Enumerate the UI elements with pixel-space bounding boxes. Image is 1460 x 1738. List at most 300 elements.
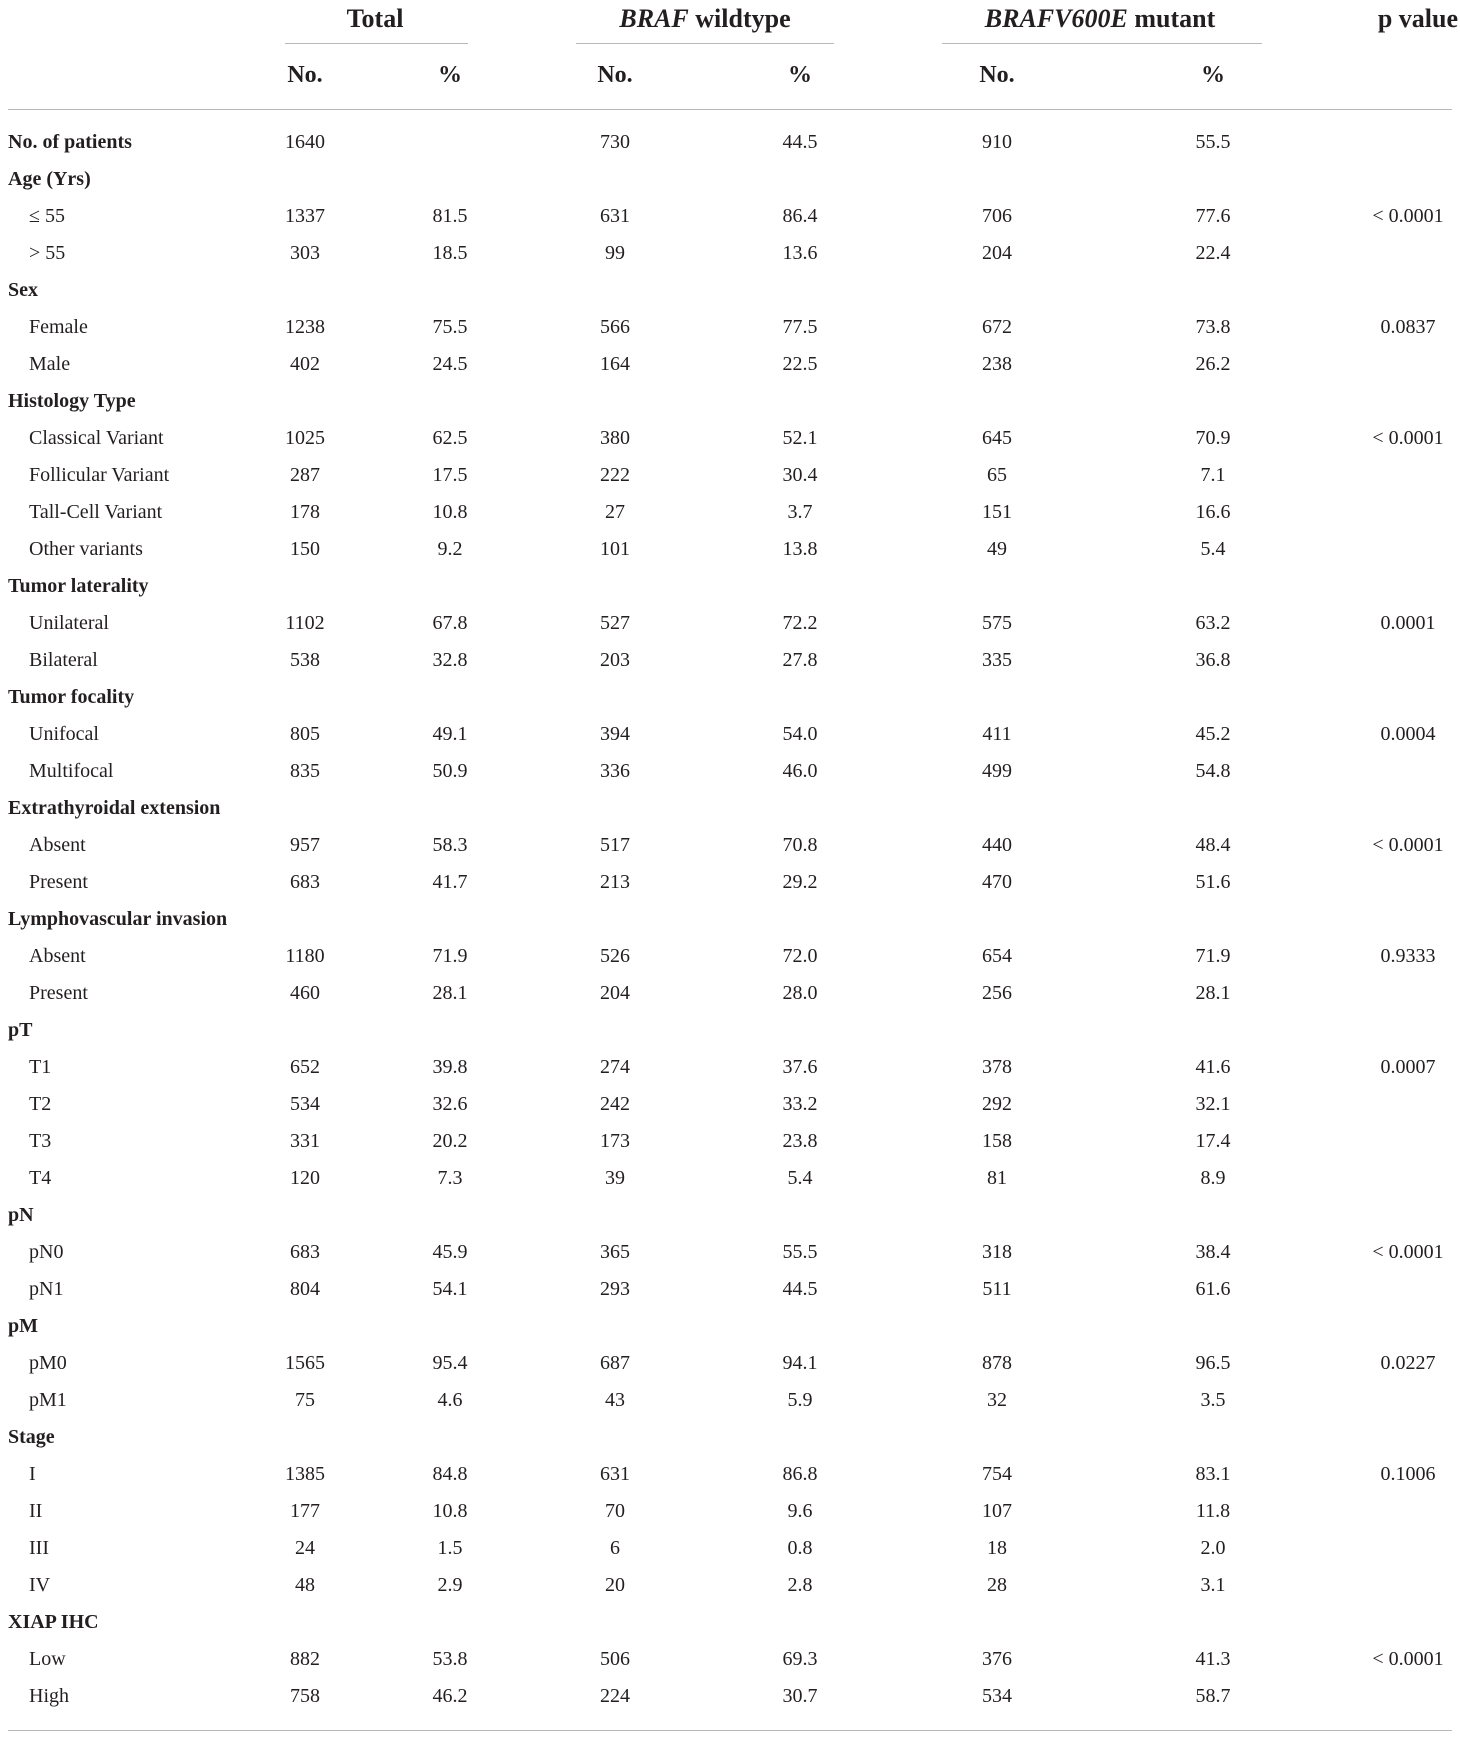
cell-total-pct: 32.8	[432, 649, 468, 671]
category-label: Sex	[8, 279, 38, 301]
row-label: Bilateral	[29, 649, 98, 671]
cell-total-pct: 50.9	[432, 760, 468, 782]
cell-total-no: 1238	[285, 316, 325, 338]
table-row	[0, 605, 1460, 642]
table-row	[0, 198, 1460, 235]
cell-wildtype-pct: 72.0	[782, 945, 818, 967]
cell-p-value: < 0.0001	[1372, 427, 1444, 449]
group-header-braf-wildtype	[575, 2, 835, 36]
cell-mutant-pct: 73.8	[1195, 316, 1231, 338]
row-label: II	[29, 1500, 43, 1522]
cell-total-pct: 53.8	[432, 1648, 468, 1670]
cell-wildtype-no: 526	[600, 945, 630, 967]
table-row	[0, 494, 1460, 531]
cell-wildtype-pct: 37.6	[782, 1056, 818, 1078]
cell-wildtype-no: 517	[600, 834, 630, 856]
row-label: III	[29, 1537, 49, 1559]
cell-total-pct: 54.1	[432, 1278, 468, 1300]
cell-mutant-pct: 51.6	[1195, 871, 1231, 893]
cell-total-no: 1337	[285, 205, 325, 227]
cell-total-no: 178	[290, 501, 320, 523]
cell-mutant-pct: 45.2	[1195, 723, 1231, 745]
cell-total-no: 48	[295, 1574, 315, 1596]
cell-mutant-pct: 41.6	[1195, 1056, 1231, 1078]
category-label: pT	[8, 1019, 33, 1041]
table-row-category	[0, 272, 1460, 309]
cell-wildtype-no: 631	[600, 1463, 630, 1485]
table-row-category	[0, 383, 1460, 420]
row-label: pM1	[29, 1389, 67, 1411]
cell-total-pct: 84.8	[432, 1463, 468, 1485]
cell-mutant-no: 292	[982, 1093, 1012, 1115]
cell-total-no: 177	[290, 1500, 320, 1522]
cell-wildtype-no: 527	[600, 612, 630, 634]
cell-mutant-no: 654	[982, 945, 1012, 967]
cell-total-pct: 17.5	[432, 464, 468, 486]
cell-mutant-no: 335	[982, 649, 1012, 671]
table-row	[0, 1641, 1460, 1678]
cell-total-pct: 1.5	[437, 1537, 463, 1559]
cell-mutant-pct: 5.4	[1200, 538, 1226, 560]
table-row	[0, 1456, 1460, 1493]
row-label: Tall-Cell Variant	[29, 501, 163, 523]
cell-total-pct: 39.8	[432, 1056, 468, 1078]
cell-wildtype-pct: 44.5	[782, 131, 818, 153]
category-label: Tumor laterality	[8, 575, 149, 597]
table-row	[0, 420, 1460, 457]
cell-total-pct: 20.2	[432, 1130, 468, 1152]
cell-wildtype-pct: 77.5	[782, 316, 818, 338]
table-row	[0, 1271, 1460, 1308]
cell-wildtype-no: 213	[600, 871, 630, 893]
table-row-category	[0, 161, 1460, 198]
cell-wildtype-pct: 28.0	[782, 982, 818, 1004]
subheader-wildtype-pct: %	[788, 62, 812, 88]
table-row	[0, 975, 1460, 1012]
cell-mutant-no: 575	[982, 612, 1012, 634]
cell-mutant-no: 499	[982, 760, 1012, 782]
cell-mutant-pct: 77.6	[1195, 205, 1231, 227]
row-label: Classical Variant	[29, 427, 164, 449]
cell-wildtype-pct: 13.8	[782, 538, 818, 560]
cell-total-no: 1565	[285, 1352, 325, 1374]
row-label: ≤ 55	[29, 205, 65, 227]
row-label: pN1	[29, 1278, 64, 1300]
table-row-category	[0, 901, 1460, 938]
cell-mutant-pct: 83.1	[1195, 1463, 1231, 1485]
cell-mutant-pct: 3.5	[1200, 1389, 1226, 1411]
cell-mutant-pct: 71.9	[1195, 945, 1231, 967]
cell-wildtype-no: 70	[605, 1500, 625, 1522]
row-label: T1	[29, 1056, 52, 1078]
cell-total-no: 1640	[285, 131, 325, 153]
cell-mutant-no: 378	[982, 1056, 1012, 1078]
category-label: XIAP IHC	[8, 1611, 99, 1633]
table-row	[0, 1678, 1460, 1715]
cell-wildtype-no: 6	[610, 1537, 620, 1559]
cell-wildtype-pct: 13.6	[782, 242, 818, 264]
cell-wildtype-pct: 22.5	[782, 353, 818, 375]
cell-wildtype-pct: 5.4	[787, 1167, 813, 1189]
cell-total-pct: 67.8	[432, 612, 468, 634]
cell-total-no: 804	[290, 1278, 320, 1300]
cell-mutant-pct: 48.4	[1195, 834, 1231, 856]
table-row	[0, 864, 1460, 901]
cell-wildtype-no: 380	[600, 427, 630, 449]
cell-p-value: 0.0227	[1380, 1352, 1436, 1374]
cell-total-pct: 75.5	[432, 316, 468, 338]
table-row	[0, 753, 1460, 790]
cell-wildtype-no: 203	[600, 649, 630, 671]
cell-wildtype-no: 173	[600, 1130, 630, 1152]
row-label: pM0	[29, 1352, 67, 1374]
table-row	[0, 1530, 1460, 1567]
cell-mutant-no: 81	[987, 1167, 1007, 1189]
cell-wildtype-pct: 9.6	[787, 1500, 813, 1522]
cell-total-no: 683	[290, 871, 320, 893]
cell-mutant-no: 645	[982, 427, 1012, 449]
subheader-total-pct: %	[438, 62, 462, 88]
cell-total-no: 1102	[285, 612, 325, 634]
cell-wildtype-pct: 86.8	[782, 1463, 818, 1485]
cell-total-pct: 71.9	[432, 945, 468, 967]
row-label: Present	[29, 871, 88, 893]
cell-wildtype-pct: 0.8	[787, 1537, 813, 1559]
cell-total-no: 75	[295, 1389, 315, 1411]
cell-mutant-no: 107	[982, 1500, 1012, 1522]
table-row	[0, 1234, 1460, 1271]
cell-p-value: 0.1006	[1380, 1463, 1436, 1485]
row-label: Low	[29, 1648, 66, 1670]
cell-wildtype-no: 222	[600, 464, 630, 486]
cell-p-value: < 0.0001	[1372, 205, 1444, 227]
cell-total-pct: 49.1	[432, 723, 468, 745]
table-row	[0, 1345, 1460, 1382]
group-header-wildtype-gene: BRAF	[619, 4, 689, 33]
cell-mutant-pct: 26.2	[1195, 353, 1231, 375]
cell-total-pct: 95.4	[432, 1352, 468, 1374]
table-header	[0, 0, 1460, 110]
category-label: Stage	[8, 1426, 55, 1448]
cell-wildtype-pct: 29.2	[782, 871, 818, 893]
cell-wildtype-pct: 5.9	[787, 1389, 813, 1411]
cell-mutant-no: 65	[987, 464, 1007, 486]
cell-mutant-pct: 41.3	[1195, 1648, 1231, 1670]
row-label: T4	[29, 1167, 52, 1189]
cell-wildtype-pct: 86.4	[782, 205, 818, 227]
cell-mutant-pct: 63.2	[1195, 612, 1231, 634]
cell-total-no: 805	[290, 723, 320, 745]
table-row	[0, 346, 1460, 383]
row-label: Multifocal	[29, 760, 114, 782]
cell-mutant-pct: 54.8	[1195, 760, 1231, 782]
cell-total-no: 835	[290, 760, 320, 782]
cell-total-pct: 24.5	[432, 353, 468, 375]
table-row	[0, 1123, 1460, 1160]
category-label: Lymphovascular invasion	[8, 908, 228, 930]
cell-mutant-pct: 22.4	[1195, 242, 1231, 264]
table-row	[0, 1382, 1460, 1419]
group-underline-mutant	[942, 43, 1262, 44]
cell-wildtype-pct: 23.8	[782, 1130, 818, 1152]
cell-total-no: 1385	[285, 1463, 325, 1485]
cell-wildtype-pct: 55.5	[782, 1241, 818, 1263]
table-row	[0, 1086, 1460, 1123]
cell-total-no: 534	[290, 1093, 320, 1115]
group-header-p-value: p value	[1377, 4, 1458, 33]
row-label: Unilateral	[29, 612, 109, 634]
row-label: Absent	[29, 834, 86, 856]
table-row-category	[0, 1197, 1460, 1234]
table-row	[0, 1160, 1460, 1197]
table-row	[0, 309, 1460, 346]
cell-total-pct: 7.3	[437, 1167, 463, 1189]
cell-mutant-no: 411	[982, 723, 1012, 745]
table-row-category	[0, 1308, 1460, 1345]
cell-total-pct: 28.1	[432, 982, 468, 1004]
cell-p-value: 0.9333	[1380, 945, 1436, 967]
cell-total-no: 331	[290, 1130, 320, 1152]
cell-mutant-no: 238	[982, 353, 1012, 375]
table-row	[0, 642, 1460, 679]
cell-wildtype-no: 365	[600, 1241, 630, 1263]
cell-p-value: < 0.0001	[1372, 1241, 1444, 1263]
cell-total-no: 1180	[285, 945, 325, 967]
row-label: T2	[29, 1093, 52, 1115]
cell-wildtype-no: 99	[605, 242, 625, 264]
table-row-category	[0, 679, 1460, 716]
row-label: High	[29, 1685, 69, 1707]
cell-mutant-pct: 11.8	[1195, 1500, 1231, 1522]
cell-mutant-pct: 2.0	[1200, 1537, 1226, 1559]
cell-wildtype-no: 39	[605, 1167, 625, 1189]
cell-mutant-no: 18	[987, 1537, 1007, 1559]
cell-total-pct: 2.9	[437, 1574, 463, 1596]
row-label: Follicular Variant	[29, 464, 170, 486]
cell-total-pct: 9.2	[437, 538, 463, 560]
cell-wildtype-no: 566	[600, 316, 630, 338]
cell-wildtype-pct: 70.8	[782, 834, 818, 856]
cell-mutant-no: 878	[982, 1352, 1012, 1374]
cell-total-pct: 46.2	[432, 1685, 468, 1707]
cell-mutant-no: 49	[987, 538, 1007, 560]
cell-total-no: 538	[290, 649, 320, 671]
row-label: pN0	[29, 1241, 64, 1263]
header-rule	[8, 109, 1452, 110]
row-label: I	[29, 1463, 36, 1485]
cell-wildtype-pct: 27.8	[782, 649, 818, 671]
cell-total-pct: 58.3	[432, 834, 468, 856]
cell-wildtype-pct: 33.2	[782, 1093, 818, 1115]
cell-p-value: 0.0001	[1380, 612, 1436, 634]
cell-mutant-no: 158	[982, 1130, 1012, 1152]
table-row-category	[0, 790, 1460, 827]
cell-mutant-no: 511	[982, 1278, 1012, 1300]
table-body	[0, 124, 1460, 1715]
cell-mutant-no: 256	[982, 982, 1012, 1004]
cell-p-value: 0.0007	[1380, 1056, 1436, 1078]
table-row-category	[0, 568, 1460, 605]
cell-wildtype-pct: 44.5	[782, 1278, 818, 1300]
cell-total-no: 287	[290, 464, 320, 486]
table-row-category	[0, 124, 1460, 161]
cell-mutant-pct: 28.1	[1195, 982, 1231, 1004]
group-underline-total	[285, 43, 468, 44]
subheader-wildtype-no: No.	[597, 62, 633, 88]
category-label: pN	[8, 1204, 34, 1226]
cell-mutant-no: 706	[982, 205, 1012, 227]
cell-wildtype-no: 242	[600, 1093, 630, 1115]
cell-mutant-no: 470	[982, 871, 1012, 893]
cell-mutant-no: 204	[982, 242, 1012, 264]
cell-wildtype-pct: 94.1	[782, 1352, 818, 1374]
cell-wildtype-pct: 52.1	[782, 427, 818, 449]
cell-mutant-pct: 55.5	[1195, 131, 1231, 153]
group-underline-wildtype	[576, 43, 834, 44]
table-row	[0, 938, 1460, 975]
cell-wildtype-pct: 30.4	[782, 464, 818, 486]
table-row	[0, 827, 1460, 864]
category-label: Age (Yrs)	[8, 168, 91, 190]
cell-mutant-pct: 61.6	[1195, 1278, 1231, 1300]
table-row	[0, 457, 1460, 494]
cell-wildtype-pct: 54.0	[782, 723, 818, 745]
cell-mutant-no: 910	[982, 131, 1012, 153]
cell-total-no: 303	[290, 242, 320, 264]
cell-mutant-pct: 38.4	[1195, 1241, 1231, 1263]
cell-mutant-pct: 8.9	[1200, 1167, 1226, 1189]
cell-wildtype-pct: 2.8	[787, 1574, 813, 1596]
cell-wildtype-no: 687	[600, 1352, 630, 1374]
cell-p-value: < 0.0001	[1372, 1648, 1444, 1670]
cell-mutant-pct: 32.1	[1195, 1093, 1231, 1115]
cell-total-pct: 4.6	[437, 1389, 463, 1411]
cell-total-no: 24	[295, 1537, 315, 1559]
table-row	[0, 235, 1460, 272]
cell-wildtype-pct: 69.3	[782, 1648, 818, 1670]
cell-mutant-pct: 7.1	[1200, 464, 1226, 486]
cell-total-no: 957	[290, 834, 320, 856]
row-label: Absent	[29, 945, 86, 967]
group-header-mutant-rest: mutant	[1127, 4, 1216, 33]
cell-wildtype-no: 730	[600, 131, 630, 153]
cell-mutant-no: 28	[987, 1574, 1007, 1596]
cell-mutant-pct: 58.7	[1195, 1685, 1231, 1707]
cell-total-pct: 10.8	[432, 1500, 468, 1522]
cell-total-pct: 81.5	[432, 205, 468, 227]
cell-mutant-no: 318	[982, 1241, 1012, 1263]
row-label: IV	[29, 1574, 51, 1596]
cell-wildtype-no: 293	[600, 1278, 630, 1300]
bottom-rule	[8, 1730, 1452, 1731]
cell-wildtype-pct: 46.0	[782, 760, 818, 782]
cell-total-no: 150	[290, 538, 320, 560]
table-row	[0, 1049, 1460, 1086]
cell-mutant-no: 672	[982, 316, 1012, 338]
cell-mutant-pct: 16.6	[1195, 501, 1231, 523]
cell-total-no: 652	[290, 1056, 320, 1078]
cell-mutant-no: 440	[982, 834, 1012, 856]
subheader-total-no: No.	[287, 62, 323, 88]
group-header-mutant-gene: BRAFV600E	[984, 4, 1128, 33]
subheader-mutant-pct: %	[1201, 62, 1225, 88]
cell-wildtype-no: 336	[600, 760, 630, 782]
cell-mutant-pct: 70.9	[1195, 427, 1231, 449]
cell-wildtype-no: 394	[600, 723, 630, 745]
cell-total-pct: 18.5	[432, 242, 468, 264]
cell-mutant-no: 754	[982, 1463, 1012, 1485]
category-label: Extrathyroidal extension	[8, 797, 221, 819]
cell-wildtype-no: 164	[600, 353, 630, 375]
table-row-category	[0, 1012, 1460, 1049]
category-label: No. of patients	[8, 131, 132, 153]
cell-wildtype-no: 224	[600, 1685, 630, 1707]
cell-wildtype-no: 27	[605, 501, 625, 523]
cell-mutant-pct: 3.1	[1200, 1574, 1226, 1596]
row-label: Male	[29, 353, 71, 375]
cell-mutant-no: 32	[987, 1389, 1007, 1411]
cell-mutant-pct: 36.8	[1195, 649, 1231, 671]
cell-wildtype-pct: 30.7	[782, 1685, 818, 1707]
row-label: Present	[29, 982, 88, 1004]
cell-total-no: 1025	[285, 427, 325, 449]
cell-mutant-no: 151	[982, 501, 1012, 523]
cell-total-pct: 62.5	[432, 427, 468, 449]
cell-mutant-no: 534	[982, 1685, 1012, 1707]
cell-total-no: 460	[290, 982, 320, 1004]
row-label: Female	[29, 316, 88, 338]
row-label: T3	[29, 1130, 52, 1152]
cell-wildtype-pct: 72.2	[782, 612, 818, 634]
cell-wildtype-no: 204	[600, 982, 630, 1004]
cell-mutant-pct: 17.4	[1195, 1130, 1231, 1152]
table-row-category	[0, 1604, 1460, 1641]
table-row	[0, 1567, 1460, 1604]
table-row	[0, 531, 1460, 568]
cell-total-pct: 41.7	[432, 871, 468, 893]
cell-mutant-no: 376	[982, 1648, 1012, 1670]
cell-wildtype-no: 101	[600, 538, 630, 560]
cell-p-value: 0.0004	[1380, 723, 1436, 745]
row-label: Unifocal	[29, 723, 99, 745]
cell-wildtype-pct: 3.7	[787, 501, 813, 523]
category-label: Histology Type	[8, 390, 136, 412]
cell-total-pct: 45.9	[432, 1241, 468, 1263]
cell-total-no: 120	[290, 1167, 320, 1189]
cell-wildtype-no: 506	[600, 1648, 630, 1670]
group-header-braf-mutant	[940, 2, 1260, 36]
cell-mutant-pct: 96.5	[1195, 1352, 1231, 1374]
cell-total-pct: 10.8	[432, 501, 468, 523]
cell-total-no: 758	[290, 1685, 320, 1707]
subheader-mutant-no: No.	[979, 62, 1015, 88]
category-label: pM	[8, 1315, 38, 1337]
cell-total-no: 402	[290, 353, 320, 375]
table-row	[0, 716, 1460, 753]
cell-wildtype-no: 20	[605, 1574, 625, 1596]
group-header-total: Total	[346, 4, 404, 33]
cell-total-pct: 32.6	[432, 1093, 468, 1115]
table-row-category	[0, 1419, 1460, 1456]
row-label: Other variants	[29, 538, 143, 560]
cell-total-no: 882	[290, 1648, 320, 1670]
cell-wildtype-no: 274	[600, 1056, 630, 1078]
category-label: Tumor focality	[8, 686, 135, 708]
cell-wildtype-no: 43	[605, 1389, 625, 1411]
cell-total-no: 683	[290, 1241, 320, 1263]
cell-p-value: < 0.0001	[1372, 834, 1444, 856]
cell-wildtype-no: 631	[600, 205, 630, 227]
